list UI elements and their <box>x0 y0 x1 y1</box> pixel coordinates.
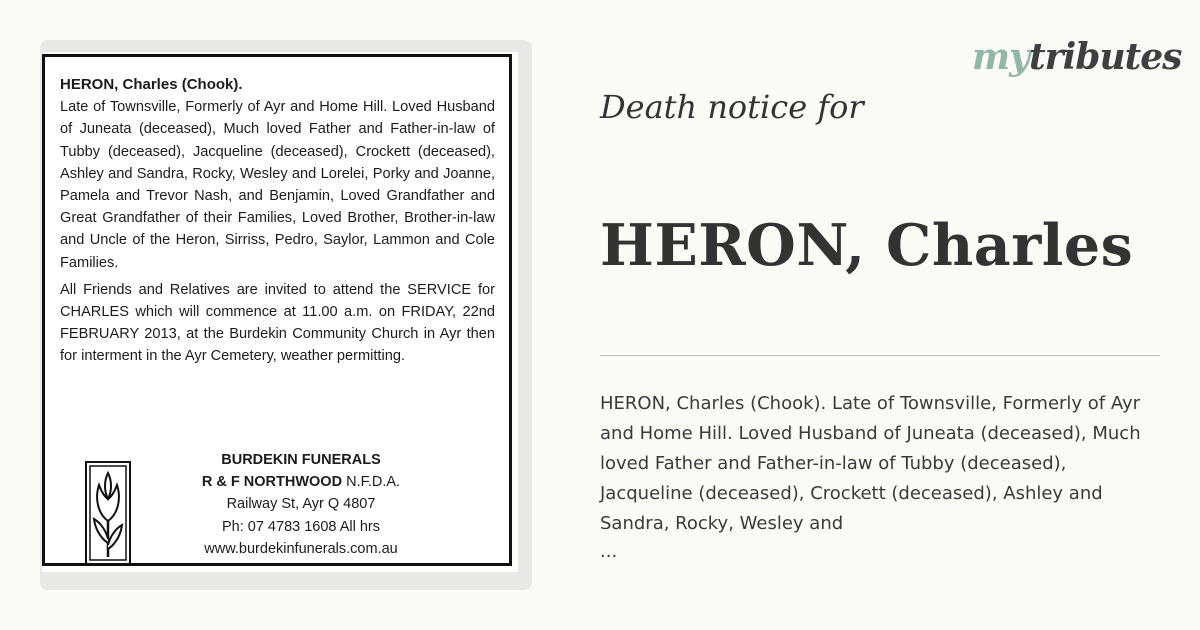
death-notice-image <box>40 40 532 590</box>
tulip-logo-icon <box>85 461 131 565</box>
northwood-suffix: N.F.D.A. <box>342 474 401 491</box>
logo-my: my <box>972 36 1030 78</box>
notice-heading: HERON, Charles (Chook). <box>60 76 243 93</box>
notice-paragraph-service: All Friends and Relatives are invited to attend the SERVICE for CHARLES which will commence at 11.00 a.m. on FRIDAY, 22nd FEBRUARY 2013, at the Burdekin Community Church in Ayr then for interment in the Ayr Cemetery, weather permitting. <box>60 281 495 365</box>
funeral-northwood <box>151 471 451 493</box>
excerpt-ellipsis: ... <box>600 541 618 562</box>
funeral-website: www.burdekinfunerals.com.au <box>204 540 398 557</box>
notice-paper <box>42 52 518 572</box>
funeral-director-text <box>151 449 451 560</box>
northwood-name: R & F NORTHWOOD <box>201 474 343 491</box>
notice-paragraph-family: Late of Townsville, Formerly of Ayr and Home Hill. Loved Husband of Juneata (deceased), Much loved Father and Father-in-law of Tubby (deceased), Jacqueline (deceased), Crockett (deceased), Ashley and Sandra, Rocky, Wesley and Lorelei, Porky and Joanne, Pamela and Trevor Nash, and Benjamin, Loved Grandfather and Great Grandfather of their Families, Loved Brother, Brother-in-law and Uncle of the Heron, Sirriss, Pedro, Saylor, Lammon and Cole Families. <box>60 99 495 271</box>
funeral-phone: Ph: 07 4783 1608 All hrs <box>221 518 380 535</box>
notice-excerpt: HERON, Charles (Chook). Late of Townsville, Formerly of Ayr and Home Hill. Loved Husband of Juneata (deceased), Much loved Father and Father-in-law of Tubby (deceased), Jacqueline (deceased), Crockett (deceased), Ashley and Sandra, Rocky, Wesley and <box>600 393 1141 534</box>
page-title: HERON, Charles <box>600 212 1134 279</box>
mytributes-logo[interactable] <box>972 36 1181 78</box>
logo-tributes: tributes <box>1029 36 1182 78</box>
funeral-name: BURDEKIN FUNERALS <box>221 452 381 468</box>
funeral-director-block <box>85 449 485 561</box>
divider <box>600 355 1160 356</box>
page-subtitle: Death notice for <box>600 88 864 126</box>
funeral-address: Railway St, Ayr Q 4807 <box>226 496 376 513</box>
notice-frame <box>42 54 512 566</box>
